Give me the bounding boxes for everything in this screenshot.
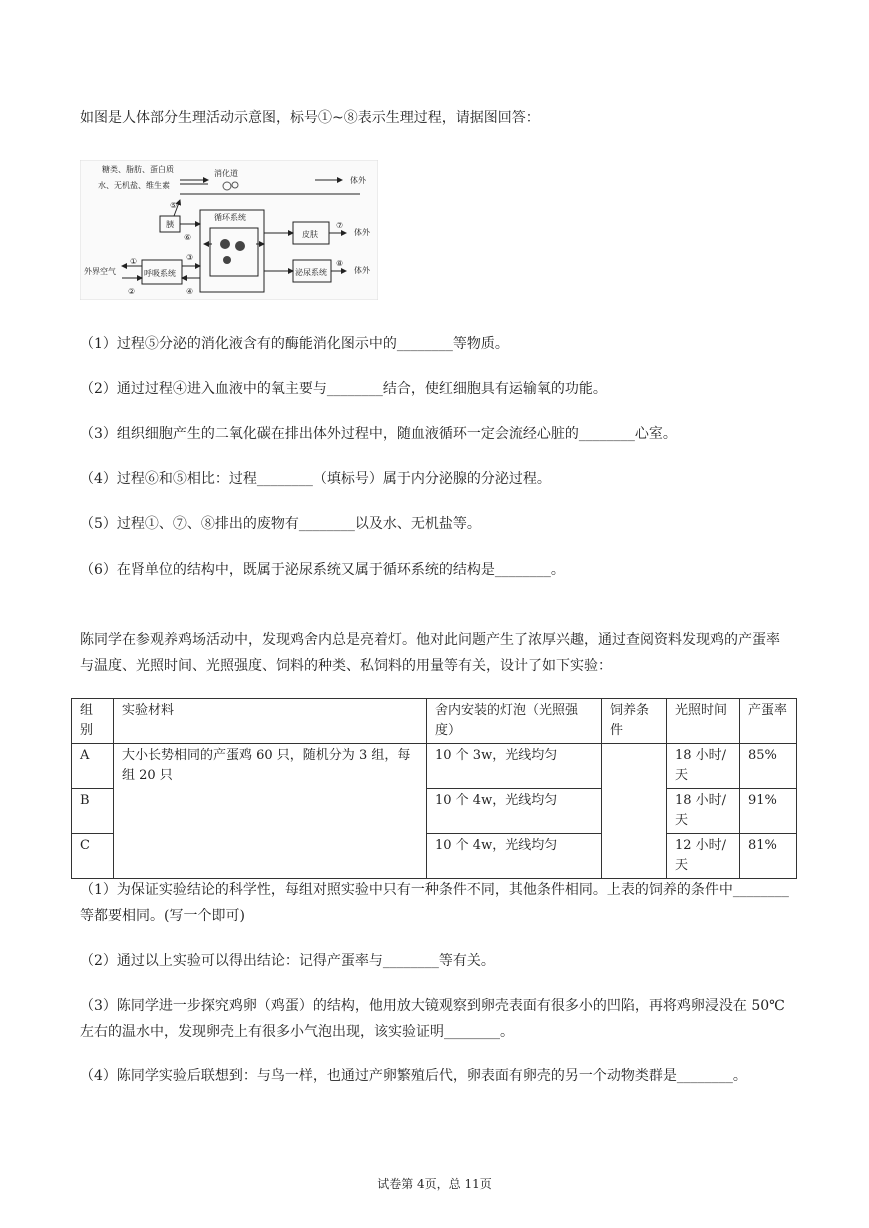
s1-question-4: （4）过程⑥和⑤相比：过程________（填标号）属于内分泌腺的分泌过程。 bbox=[80, 471, 551, 487]
s1-question-1: （1）过程⑤分泌的消化液含有的酶能消化图示中的________等物质。 bbox=[80, 336, 509, 352]
cell-rate: 81% bbox=[740, 834, 797, 879]
cell-time: 12 小时/天 bbox=[667, 834, 740, 879]
cell-rate: 91% bbox=[740, 789, 797, 834]
num-2: ② bbox=[128, 287, 136, 296]
page-footer: 试卷第 4页，总 11页 bbox=[377, 1177, 492, 1191]
label-outside-3: 体外 bbox=[354, 266, 370, 275]
s1-question-3: （3）组织细胞产生的二氧化碳在排出体外过程中，随血液循环一定会流经心脏的________心室。 bbox=[80, 426, 677, 442]
section1-intro: 如图是人体部分生理活动示意图，标号①~⑧表示生理过程，请据图回答： bbox=[80, 110, 540, 126]
label-pancreas: 胰 bbox=[166, 220, 174, 229]
s1-question-6: （6）在肾单位的结构中，既属于泌尿系统又属于循环系统的结构是________。 bbox=[80, 562, 565, 578]
label-nutrients-2: 水、无机盐、维生素 bbox=[98, 181, 170, 190]
cell-bulb: 10 个 4w，光线均匀 bbox=[427, 789, 602, 834]
label-respiratory: 呼吸系统 bbox=[144, 269, 176, 278]
header-material: 实验材料 bbox=[114, 699, 427, 744]
cell-group: B bbox=[72, 789, 114, 834]
header-group: 组别 bbox=[72, 699, 114, 744]
label-outside-air: 外界空气 bbox=[84, 267, 116, 276]
label-circulatory: 循环系统 bbox=[214, 213, 246, 222]
label-skin: 皮肤 bbox=[302, 230, 318, 239]
header-bulb: 舍内安装的灯泡（光照强度） bbox=[427, 699, 602, 744]
cell-feeding bbox=[602, 744, 667, 879]
cell-time: 18 小时/天 bbox=[667, 789, 740, 834]
num-5: ⑤ bbox=[170, 201, 178, 210]
header-feeding: 饲养条件 bbox=[602, 699, 667, 744]
header-light-time: 光照时间 bbox=[667, 699, 740, 744]
cell-rate: 85% bbox=[740, 744, 797, 789]
cell-group: A bbox=[72, 744, 114, 789]
num-1: ① bbox=[130, 257, 138, 266]
label-outside-1: 体外 bbox=[350, 176, 366, 185]
num-3: ③ bbox=[186, 253, 194, 262]
label-urinary: 泌尿系统 bbox=[295, 268, 327, 277]
cell-bulb: 10 个 4w，光线均匀 bbox=[427, 834, 602, 879]
num-8: ⑧ bbox=[336, 259, 344, 268]
label-outside-2: 体外 bbox=[354, 228, 370, 237]
s1-question-5: （5）过程①、⑦、⑧排出的废物有________以及水、无机盐等。 bbox=[80, 516, 481, 532]
section2-intro: 陈同学在参观养鸡场活动中，发现鸡舍内总是亮着灯。他对此问题产生了浓厚兴趣，通过查阅资料发现鸡的产蛋率与温度、光照时间、光照强度、饲料的种类、私饲料的用量等有关，设计了如下实验： bbox=[80, 632, 780, 674]
physiology-diagram bbox=[80, 160, 378, 300]
experiment-table bbox=[71, 698, 797, 879]
s1-question-2: （2）通过过程④进入血液中的氧主要与________结合，使红细胞具有运输氧的功能。 bbox=[80, 381, 607, 397]
header-rate: 产蛋率 bbox=[740, 699, 797, 744]
s2-question-3: （3）陈同学进一步探究鸡卵（鸡蛋）的结构，他用放大镜观察到卵壳表面有很多小的凹陷，再将鸡卵浸没在 50℃左右的温水中，发现卵壳上有很多小气泡出现，该实验证明________。 bbox=[80, 998, 785, 1040]
s2-question-1: （1）为保证实验结论的科学性，每组对照实验中只有一种条件不同，其他条件相同。上表的饲养的条件中________等都要相同。(写一个即可) bbox=[80, 882, 789, 924]
table-header-row bbox=[72, 699, 797, 744]
num-7: ⑦ bbox=[336, 221, 344, 230]
num-4: ④ bbox=[186, 287, 194, 296]
cell-material: 大小长势相同的产蛋鸡 60 只，随机分为 3 组，每组 20 只 bbox=[114, 744, 427, 879]
cell-bulb: 10 个 3w，光线均匀 bbox=[427, 744, 602, 789]
label-digestive-tract: 消化道 bbox=[214, 169, 238, 178]
s2-question-4: （4）陈同学实验后联想到：与鸟一样，也通过产卵繁殖后代，卵表面有卵壳的另一个动物类群是________。 bbox=[80, 1068, 747, 1084]
num-6: ⑥ bbox=[184, 233, 192, 242]
cell-group: C bbox=[72, 834, 114, 879]
table-row bbox=[72, 744, 797, 789]
label-nutrients-1: 糖类、脂肪、蛋白质 bbox=[102, 165, 174, 174]
cell-time: 18 小时/天 bbox=[667, 744, 740, 789]
s2-question-2: （2）通过以上实验可以得出结论：记得产蛋率与________等有关。 bbox=[80, 953, 495, 969]
